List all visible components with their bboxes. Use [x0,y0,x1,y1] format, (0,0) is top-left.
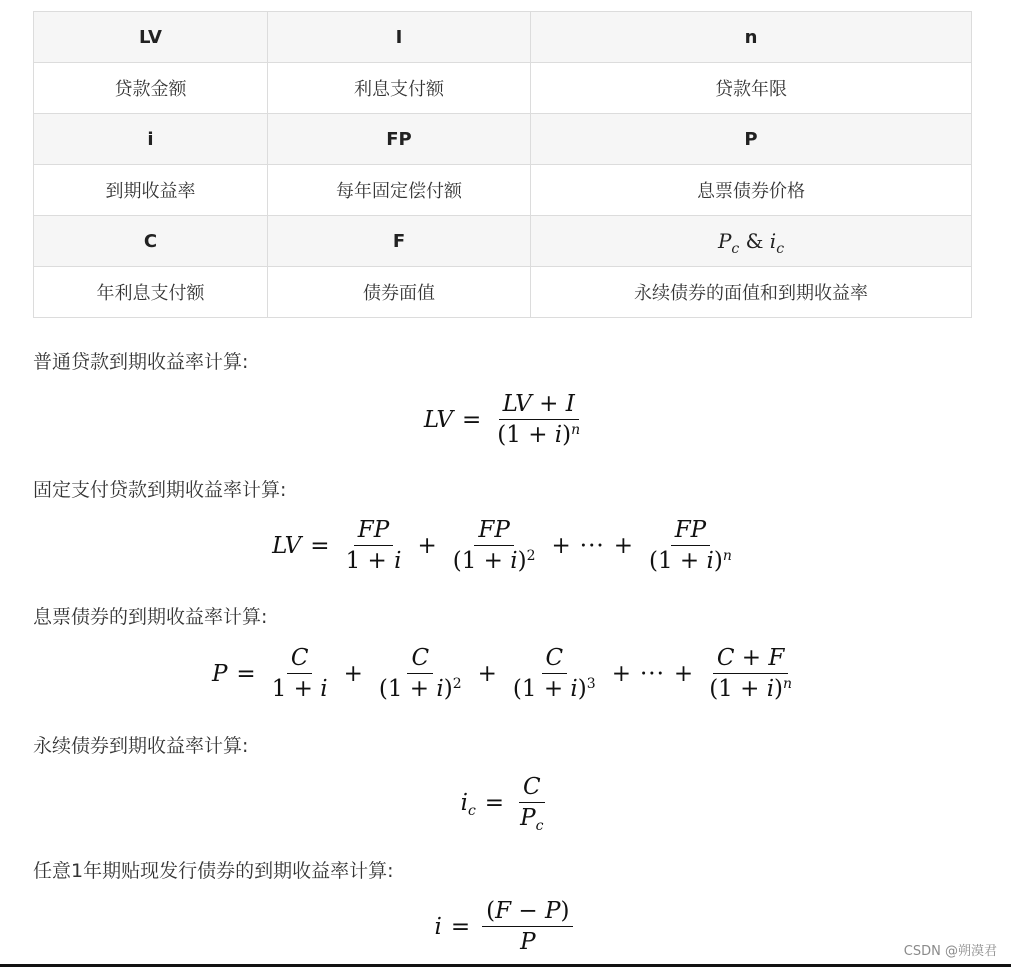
variable-definition-table [33,11,972,318]
fraction: $\frac{FP}{1 + i}$ [345,517,402,575]
fraction: $\frac{C}{1 + i}$ [271,645,328,703]
table-cell: F [268,216,531,267]
table-row [34,114,972,165]
table-row [34,216,972,267]
table-cell: 贷款年限 [531,63,972,114]
table-cell: P [531,114,972,165]
formula-perpetuity: $i_c$ = $\frac{C}{P_c}$ [0,775,1011,830]
table-cell: 到期收益率 [34,165,268,216]
table-cell: FP [268,114,531,165]
section-title-simple-loan: 普通贷款到期收益率计算: [33,351,249,373]
table-cell: n [531,12,972,63]
fraction: $\frac{C}{(1 + i)^3}$ [512,645,596,703]
formula-fixed-payment: LV = $\frac{FP}{1 + i}$ + $\frac{FP}{(1 + i)^2}$ + ··· + $\frac{FP}{(1 + i)^n}$ [0,518,1011,573]
table-cell: 永续债券的面值和到期收益率 [531,267,972,318]
formula-simple-loan: LV = $\frac{LV + I}{(1 + i)^n}$ [0,392,1011,447]
csdn-watermark: CSDN @朔漠君 [903,944,997,959]
table-row [34,267,972,318]
table-row [34,12,972,63]
table-cell: i [34,114,268,165]
table-cell: 年利息支付额 [34,267,268,318]
section-title-fixed-payment: 固定支付贷款到期收益率计算: [33,479,287,501]
table-cell: 利息支付额 [268,63,531,114]
table-cell: I [268,12,531,63]
fraction: $\frac{FP}{(1 + i)^2}$ [452,517,536,575]
table-row [34,165,972,216]
fraction: $\frac{C + F}{(1 + i)^n}$ [709,645,793,703]
table-cell: 息票债券价格 [531,165,972,216]
fraction: $\frac{(F - P)}{P}$ [482,899,573,954]
section-title-coupon-bond: 息票债券的到期收益率计算: [33,606,268,628]
table-cell: 每年固定偿付额 [268,165,531,216]
table-row [34,63,972,114]
table-cell: 债券面值 [268,267,531,318]
section-title-discount-bond: 任意1年期贴现发行债券的到期收益率计算: [33,860,394,882]
table-cell-math: $P_c$ & $i_c$ [531,216,972,267]
formula-discount-bond: i = $\frac{(F - P)}{P}$ [0,899,1011,954]
table-cell: 贷款金额 [34,63,268,114]
table-cell: C [34,216,268,267]
formula-coupon-bond: P = $\frac{C}{1 + i}$ + $\frac{C}{(1 + i)^2}$ + $\frac{C}{(1 + i)^3}$ + ··· + $\frac{C + F}{(1 + i)^n}$ [0,646,1011,701]
fraction: $\frac{C}{(1 + i)^2}$ [378,645,462,703]
table-cell: LV [34,12,268,63]
fraction: $\frac{LV + I}{(1 + i)^n}$ [497,391,581,449]
fraction: $\frac{C}{P_c}$ [520,774,544,835]
section-title-perpetuity: 永续债券到期收益率计算: [33,735,249,757]
fraction: $\frac{FP}{(1 + i)^n}$ [649,517,732,575]
